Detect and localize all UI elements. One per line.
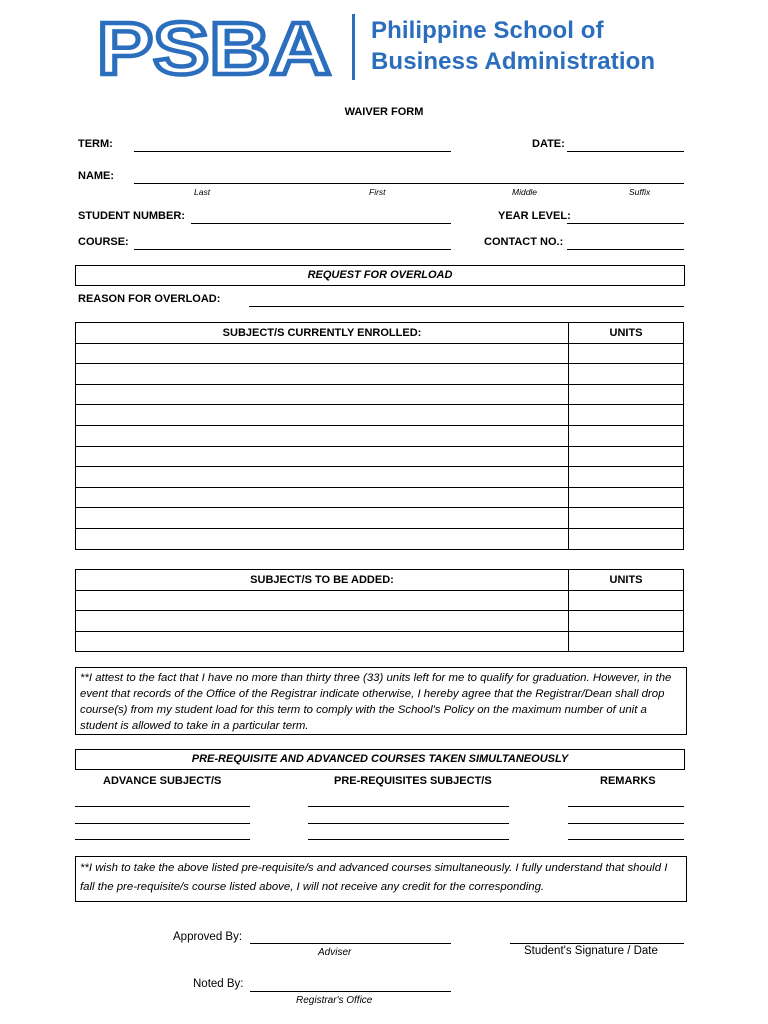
name-field[interactable] [134, 183, 684, 184]
subject-cell[interactable] [76, 528, 569, 549]
subject-cell[interactable] [76, 467, 569, 488]
subject-cell[interactable] [76, 384, 569, 405]
units-cell[interactable] [569, 364, 684, 385]
units-cell[interactable] [569, 467, 684, 488]
student-signature-caption: Student's Signature / Date [524, 945, 658, 957]
added-subject-header: SUBJECT/S TO BE ADDED: [76, 570, 569, 591]
table-row [76, 590, 684, 611]
subject-cell[interactable] [76, 446, 569, 467]
name-part-last: Last [194, 187, 211, 197]
school-name [371, 15, 655, 77]
table-row [76, 631, 684, 652]
noted-by-label: Noted By: [193, 978, 244, 990]
course-label: COURSE: [78, 236, 129, 248]
table-row [76, 425, 684, 446]
name-part-middle: Middle [512, 187, 538, 197]
attest-note: **I attest to the fact that I have no more than thirty three (33) units left for me to qualify for graduation. However, in the event that records of the Office of the Registrar indicate otherwise, I hereby agree that the Registrar/Dean shall drop course(s) from my student load for this term to comply with the School's Policy on the maximum number of unit a student is allowed to take in a particular term. [75, 667, 687, 735]
units-cell[interactable] [569, 590, 684, 611]
table-row [76, 364, 684, 385]
units-cell[interactable] [569, 611, 684, 632]
prereq-subject-line[interactable] [308, 823, 509, 824]
student-number-label: STUDENT NUMBER: [78, 210, 185, 222]
reason-label: REASON FOR OVERLOAD: [78, 293, 221, 305]
table-row [76, 611, 684, 632]
table-row [76, 467, 684, 488]
prereq-subject-line[interactable] [308, 806, 509, 807]
advance-subject-line[interactable] [75, 839, 250, 840]
remarks-line[interactable] [568, 839, 684, 840]
subject-cell[interactable] [76, 343, 569, 364]
units-cell[interactable] [569, 487, 684, 508]
table-row [76, 528, 684, 549]
noted-by-line[interactable] [250, 991, 451, 992]
remarks-col: REMARKS [600, 775, 656, 787]
units-cell[interactable] [569, 343, 684, 364]
prereq-subject-line[interactable] [308, 839, 509, 840]
added-units-header: UNITS [569, 570, 684, 591]
subject-cell[interactable] [76, 364, 569, 385]
date-label: DATE: [532, 138, 565, 150]
registrar-caption: Registrar's Office [296, 995, 373, 1006]
table-row [76, 384, 684, 405]
table-row [76, 508, 684, 529]
psba-logo [95, 14, 335, 85]
remarks-line[interactable] [568, 823, 684, 824]
subject-cell[interactable] [76, 631, 569, 652]
subject-cell[interactable] [76, 611, 569, 632]
approved-by-label: Approved By: [173, 931, 243, 943]
header-divider [352, 14, 355, 80]
term-label: TERM: [78, 138, 113, 150]
advance-subject-line[interactable] [75, 823, 250, 824]
reason-field[interactable] [249, 306, 684, 307]
table-row [76, 446, 684, 467]
course-field[interactable] [134, 249, 451, 250]
student-number-field[interactable] [191, 223, 451, 224]
remarks-line[interactable] [568, 806, 684, 807]
table-row [76, 487, 684, 508]
date-field[interactable] [567, 151, 684, 152]
overload-header: REQUEST FOR OVERLOAD [75, 265, 685, 286]
term-field[interactable] [134, 151, 451, 152]
units-cell[interactable] [569, 405, 684, 426]
logo-text: PSBA [97, 14, 331, 80]
table-row [76, 405, 684, 426]
units-cell[interactable] [569, 446, 684, 467]
units-cell[interactable] [569, 384, 684, 405]
units-cell[interactable] [569, 425, 684, 446]
name-part-first: First [369, 187, 386, 197]
contact-label: CONTACT NO.: [484, 236, 564, 248]
added-subjects-table [75, 569, 684, 652]
subject-cell[interactable] [76, 405, 569, 426]
year-level-field[interactable] [567, 223, 684, 224]
contact-field[interactable] [567, 249, 684, 250]
approved-by-line[interactable] [250, 943, 451, 944]
table-row [76, 343, 684, 364]
enrolled-subjects-table [75, 322, 684, 550]
subject-cell[interactable] [76, 508, 569, 529]
units-cell[interactable] [569, 508, 684, 529]
advance-subject-line[interactable] [75, 806, 250, 807]
subject-cell[interactable] [76, 590, 569, 611]
prereq-header: PRE-REQUISITE AND ADVANCED COURSES TAKEN SIMULTANEOUSLY [75, 749, 685, 770]
name-label: NAME: [78, 170, 115, 182]
school-name-line2: Business Administration [371, 48, 656, 75]
enrolled-units-header: UNITS [569, 323, 684, 344]
year-level-label: YEAR LEVEL: [498, 210, 571, 222]
student-signature-line[interactable] [510, 943, 684, 944]
name-part-suffix: Suffix [629, 187, 651, 197]
form-title: WAIVER FORM [344, 106, 424, 118]
school-name-line1: Philippine School of [371, 17, 604, 44]
enrolled-subject-header: SUBJECT/S CURRENTLY ENROLLED: [76, 323, 569, 344]
units-cell[interactable] [569, 631, 684, 652]
prereq-note: **I wish to take the above listed pre-requisite/s and advanced courses simultaneously. I fully understand that should I fall the pre-requisite/s course listed above, I will not receive any credit for the corresponding. [75, 856, 687, 902]
adviser-caption: Adviser [318, 947, 352, 958]
units-cell[interactable] [569, 528, 684, 549]
advance-subject-col: ADVANCE SUBJECT/S [103, 775, 222, 787]
prereq-subject-col: PRE-REQUISITES SUBJECT/S [334, 775, 492, 787]
subject-cell[interactable] [76, 425, 569, 446]
subject-cell[interactable] [76, 487, 569, 508]
